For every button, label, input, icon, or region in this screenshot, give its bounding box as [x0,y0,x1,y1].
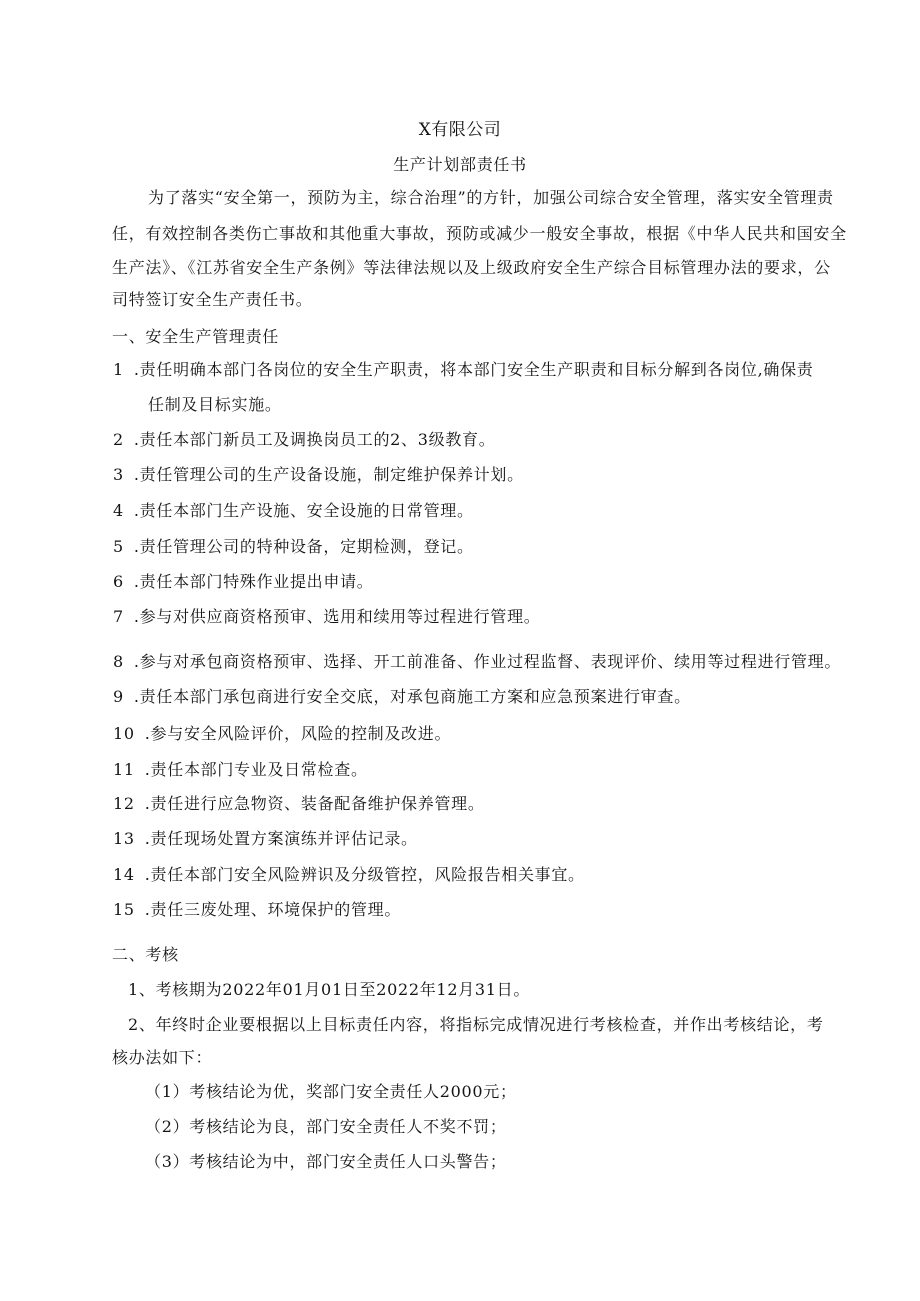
item-text: .责任本部门承包商进行安全交底，对承包商施工方案和应急预案进行审查。 [133,687,691,706]
item-number: 14 [113,865,135,884]
list-item [113,501,474,521]
item-text: .参与安全风险评价，风险的控制及改进。 [144,724,452,743]
item-text: .责任本部门专业及日常检查。 [144,760,368,779]
list-item [113,465,524,485]
list-item [113,900,401,920]
item-text: .责任本部门安全风险辨识及分级管控，风险报告相关事宜。 [144,865,585,884]
document-title: 生产计划部责任书 [393,155,527,174]
assessment-method-line: 核办法如下： [112,1048,213,1067]
item-text: .责任进行应急物资、装备配备维护保养管理。 [144,794,485,813]
item-text: .责任本部门特殊作业提出申请。 [133,572,374,591]
list-item [113,572,373,592]
item-text: .责任三废处理、环境保护的管理。 [144,900,402,919]
item-number: 2 [113,430,124,449]
item-number: 15 [113,900,135,919]
item-number: 5 [113,537,124,556]
list-item [113,360,813,380]
assessment-method-line: 2、年终时企业要根据以上目标责任内容，将指标完成情况进行考核检查，并作出考核结论，考 [128,1015,824,1034]
list-item [113,865,585,885]
item-number: 8 [113,652,124,671]
grade-item: （2）考核结论为良，部门安全责任人不奖不罚； [145,1117,507,1136]
grade-item: （3）考核结论为中，部门安全责任人口头警告； [145,1152,507,1171]
section-heading-assessment: 二、考核 [112,945,179,964]
assessment-period: 1、考核期为2022年01月01日至2022年12月31日。 [128,980,531,999]
item-number: 13 [113,829,135,848]
item-number: 7 [113,607,124,626]
item-text: .责任管理公司的生产设备设施，制定维护保养计划。 [133,465,524,484]
list-item [113,724,451,744]
item-number: 11 [113,760,135,779]
item-text: .参与对承包商资格预审、选择、开工前准备、作业过程监督、表现评价、续用等过程进行管理。 [133,652,842,671]
list-item [113,794,485,814]
item-number: 6 [113,572,124,591]
intro-line: 为了落实“安全第一，预防为主，综合治理”的方针，加强公司综合安全管理，落实安全管理责 [148,188,834,207]
item-text-continuation: 任制及目标实施。 [148,395,282,414]
intro-line: 生产法》、《江苏省安全生产条例》等法律法规以及上级政府安全生产综合目标管理办法的要求，公 [112,258,831,277]
item-text: .责任本部门生产设施、安全设施的日常管理。 [133,501,474,520]
item-text: .责任明确本部门各岗位的安全生产职责，将本部门安全生产职责和目标分解到各岗位,确保责 [133,360,814,379]
item-number: 3 [113,465,124,484]
list-item [113,652,841,672]
item-number: 9 [113,687,124,706]
grade-item: （1）考核结论为优，奖部门安全责任人2000元； [145,1082,517,1101]
list-item [113,760,368,780]
list-item [113,537,474,557]
item-number: 12 [113,794,135,813]
company-name: X有限公司 [418,120,502,140]
intro-line: 任，有效控制各类伤亡事故和其他重大事故，预防或减少一般安全事故，根据《中华人民共和国安全 [112,224,847,243]
list-item [113,829,418,849]
section-heading-responsibility: 一、安全生产管理责任 [112,327,280,346]
list-item [113,687,691,707]
item-text: .参与对供应商资格预审、选用和续用等过程进行管理。 [133,607,541,626]
item-text: .责任本部门新员工及调换岗员工的2、3级教育。 [133,430,496,449]
item-number: 4 [113,501,124,520]
list-item [113,607,540,627]
intro-line: 司特签订安全生产责任书。 [112,290,313,309]
item-text: .责任现场处置方案演练并评估记录。 [144,829,418,848]
item-number: 10 [113,724,135,743]
list-item [113,430,495,450]
item-text: .责任管理公司的特种设备，定期检测，登记。 [133,537,474,556]
item-number: 1 [113,360,124,379]
